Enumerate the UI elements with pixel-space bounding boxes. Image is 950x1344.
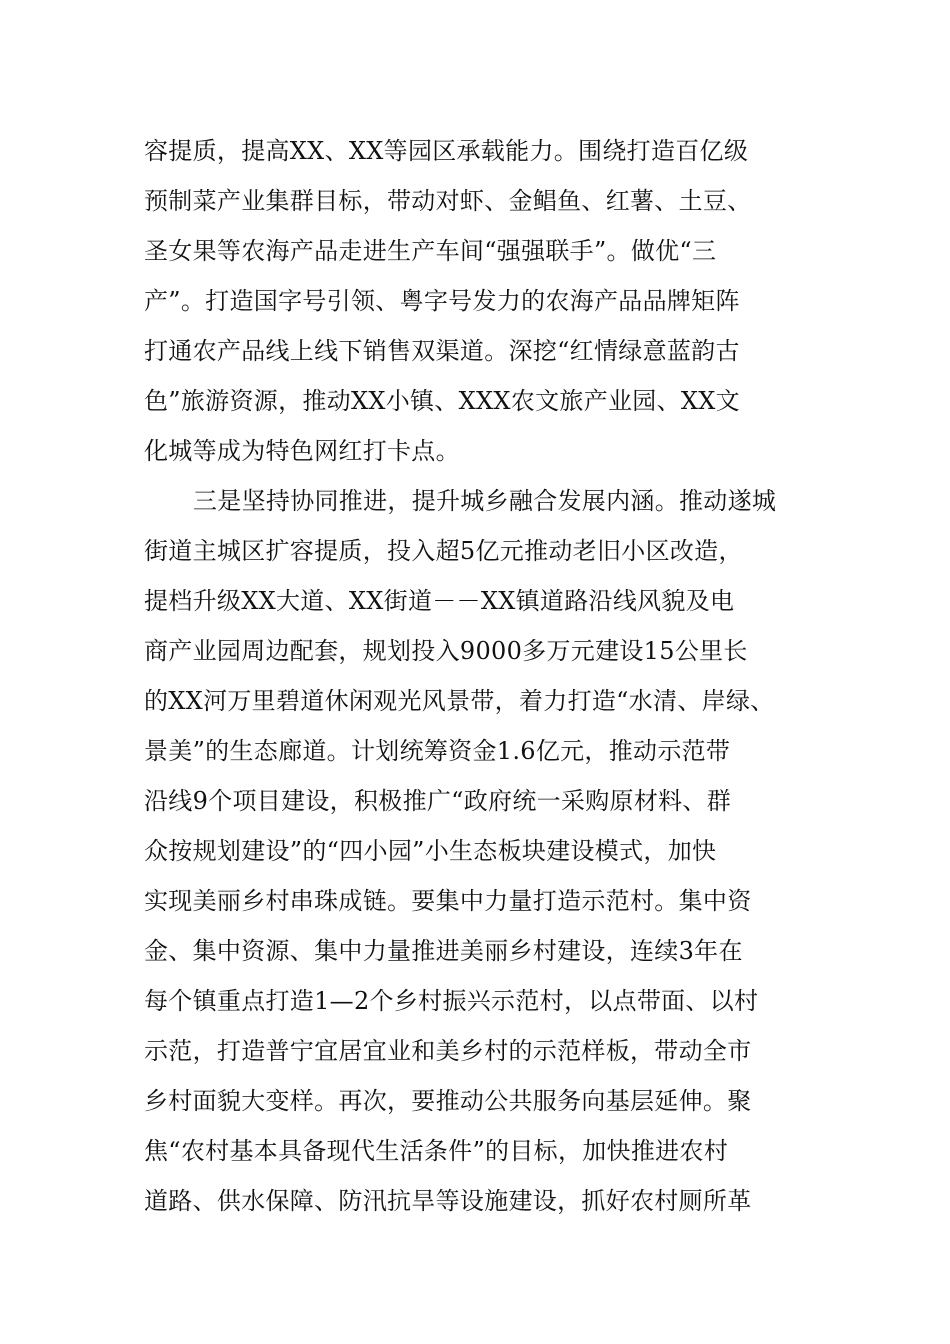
text-line: 打通农产品线上线下销售双渠道。深挖“红情绿意蓝韵古 [144,337,740,365]
text-line: 众按规划建设”的“四小园”小生态板块建设模式，加快 [144,837,717,865]
text-line: 实现美丽乡村串珠成链。要集中力量打造示范村。集中资 [144,887,752,915]
text-line: 色”旅游资源，推动XX小镇、XXX农文旅产业园、XX文 [144,387,740,415]
text-line: 化城等成为特色网红打卡点。 [144,437,460,465]
text-line: 乡村面貌大变样。再次，要推动公共服务向基层延伸。聚 [144,1087,752,1115]
text-line: 沿线9个项目建设，积极推广“政府统一采购原材料、群 [144,787,732,815]
text-line: 预制菜产业集群目标，带动对虾、金鲳鱼、红薯、土豆、 [144,187,752,215]
text-line: 圣女果等农海产品走进生产车间“强强联手”。做优“三 [144,237,717,265]
text-line: 商产业园周边配套，规划投入9000多万元建设15公里长 [144,637,748,665]
text-line: 产”。打造国字号引领、粤字号发力的农海产品品牌矩阵 [144,287,740,315]
text-line: 每个镇重点打造1—2个乡村振兴示范村，以点带面、以村 [144,987,759,1015]
paragraph-first-line: 三是坚持协同推进，提升城乡融合发展内涵。推动遂城 [193,487,777,515]
text-line: 的XX河万里碧道休闲观光风景带，着力打造“水清、岸绿、 [144,687,775,715]
text-line: 景美”的生态廊道。计划统筹资金1.6亿元，推动示范带 [144,737,731,765]
text-line: 街道主城区扩容提质，投入超5亿元推动老旧小区改造， [144,537,743,565]
text-line: 容提质，提高XX、XX等园区承载能力。围绕打造百亿级 [144,137,749,165]
text-line: 示范，打造普宁宜居宜业和美乡村的示范样板，带动全市 [144,1037,752,1065]
text-line: 焦“农村基本具备现代生活条件”的目标，加快推进农村 [144,1137,729,1165]
text-line: 提档升级XX大道、XX街道－－XX镇道路沿线风貌及电 [144,587,735,615]
text-line: 金、集中资源、集中力量推进美丽乡村建设，连续3年在 [144,937,743,965]
text-line: 道路、供水保障、防汛抗旱等设施建设，抓好农村厕所革 [144,1187,752,1215]
